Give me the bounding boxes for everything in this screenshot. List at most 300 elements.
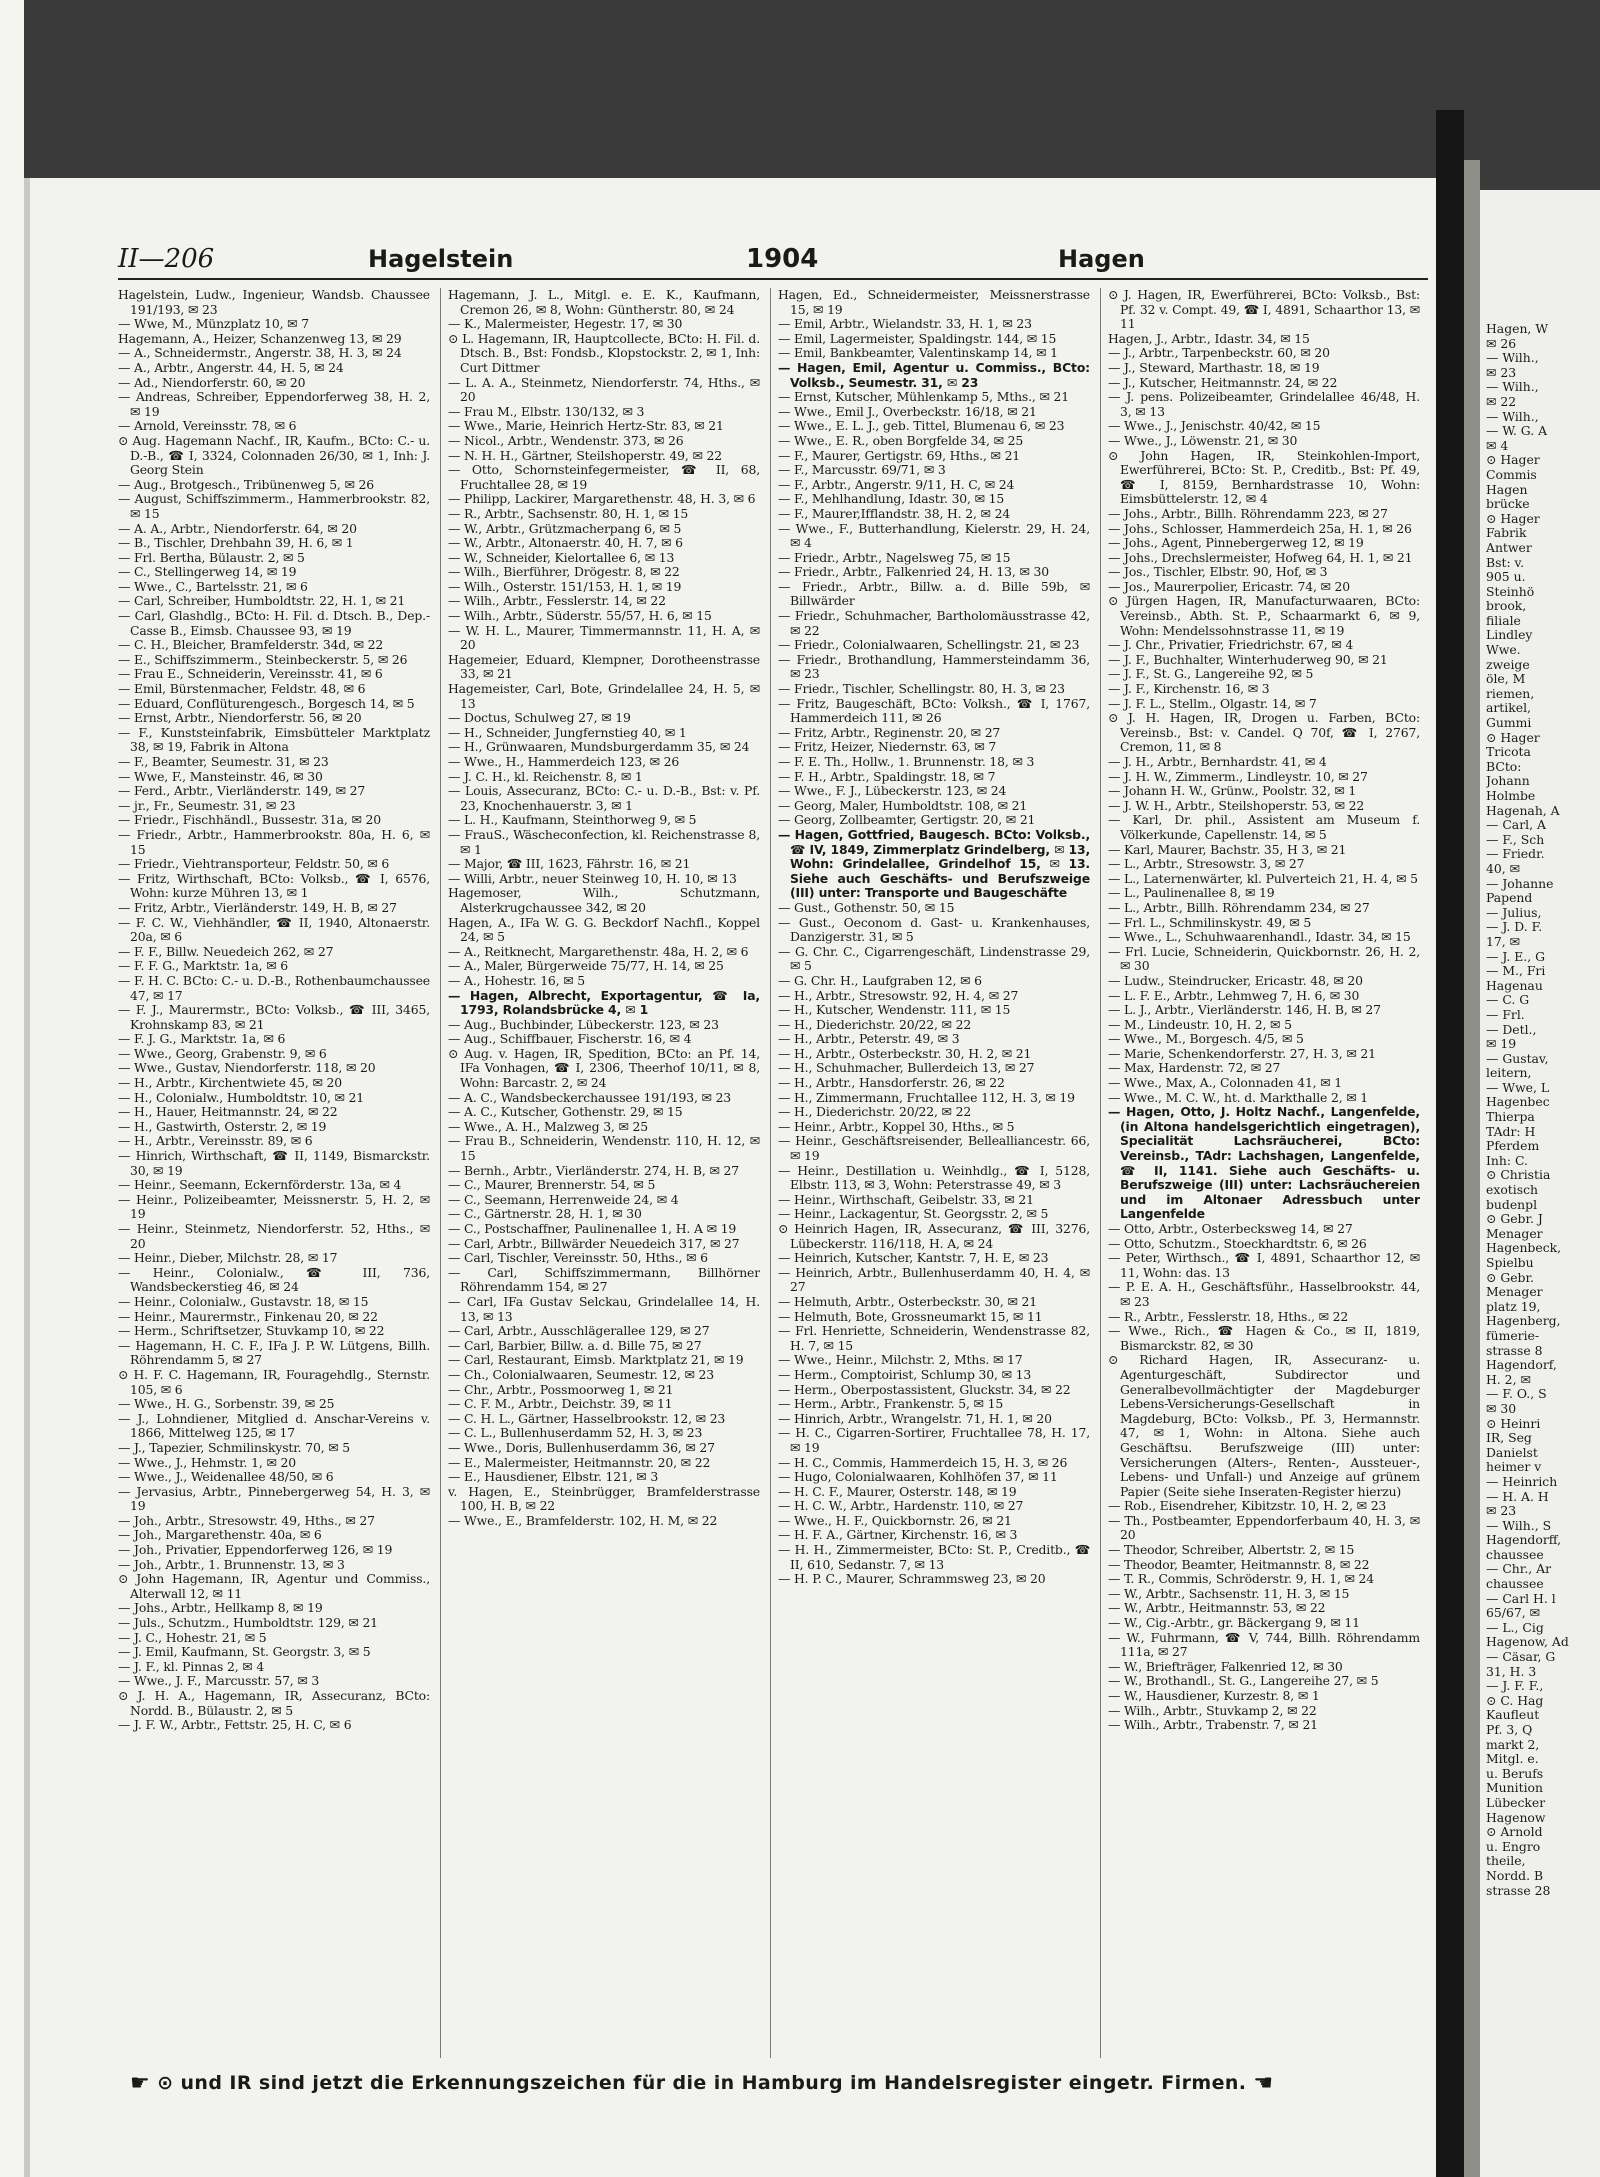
directory-entry: — J., Lohndiener, Mitglied d. Anschar-Vereins v. 1866, Mittelweg 125, ✉ 17 [118, 1410, 430, 1441]
directory-entry: — L. J., Arbtr., Vierländerstr. 146, H. B, ✉ 27 [1108, 1002, 1381, 1018]
directory-entry: — B., Tischler, Drehbahn 39, H. 6, ✉ 1 [118, 535, 354, 551]
facing-page-line: BCto: [1486, 759, 1522, 774]
facing-page-line: 905 u. [1486, 570, 1526, 585]
directory-entry: — H. C., Cigarren-Sortirer, Fruchtallee 78, H. 17, ✉ 19 [778, 1425, 1090, 1455]
facing-page-line: — C. G [1486, 993, 1530, 1008]
directory-entry: — H. C. W., Arbtr., Hardenstr. 110, ✉ 27 [778, 1498, 1024, 1514]
directory-entry: — Marie, Schenkendorferstr. 27, H. 3, ✉ 21 [1108, 1045, 1376, 1061]
facing-page-line: Nordd. B [1486, 1868, 1544, 1883]
directory-entry: — H., Kutscher, Wendenstr. 111, ✉ 15 [778, 1002, 1011, 1018]
directory-entry: — F., Arbtr., Angerstr. 9/11, H. C, ✉ 24 [778, 476, 1015, 492]
facing-page-line: heimer v [1486, 1460, 1542, 1475]
directory-entry: — L. F. E., Arbtr., Lehmweg 7, H. 6, ✉ 30 [1108, 987, 1360, 1003]
facing-page-line: zweige [1486, 657, 1530, 672]
directory-entry: — Wwe., Georg, Grabenstr. 9, ✉ 6 [118, 1045, 327, 1061]
directory-entry: — H., Arbtr., Vereinsstr. 89, ✉ 6 [118, 1133, 313, 1149]
directory-entry: — Willi, Arbtr., neuer Steinweg 10, H. 10, ✉ 13 [448, 870, 737, 886]
directory-entry: ⊙ Aug. Hagemann Nachf., IR, Kaufm., BCto: C.- u. D.-B., ☎ I, 3324, Colonnaden 26/30, ✉ 1, Inh: J. Georg Stein [118, 432, 430, 478]
facing-page-line: leitern, [1486, 1066, 1532, 1081]
directory-entry: — Otto, Arbtr., Osterbecksweg 14, ✉ 27 [1108, 1221, 1353, 1236]
directory-entry: — Major, ☎ III, 1623, Fährstr. 16, ✉ 21 [448, 856, 691, 872]
directory-entry: — Fritz, Wirthschaft, BCto: Volksb., ☎ I, 6576, Wohn: kurze Mühren 13, ✉ 1 [118, 870, 430, 901]
directory-entry: Hagemeier, Eduard, Klempner, Dorotheenstrasse 33, ✉ 21 [448, 651, 760, 682]
directory-entry: — R., Arbtr., Sachsenstr. 80, H. 1, ✉ 15 [448, 505, 689, 521]
directory-entry: — H., Arbtr., Osterbeckstr. 30, H. 2, ✉ 21 [778, 1045, 1032, 1061]
facing-page-lines [1480, 190, 1600, 1898]
directory-entry: — Wwe., F., Butterhandlung, Kielerstr. 29, H. 24, ✉ 4 [778, 520, 1090, 551]
directory-entry: — G. Chr. H., Laufgraben 12, ✉ 6 [778, 972, 982, 988]
facing-page-line: — Gustav, [1486, 1051, 1549, 1066]
directory-entry: — Wwe., Max, A., Colonnaden 41, ✉ 1 [1108, 1075, 1343, 1091]
directory-entry: — J., Arbtr., Tarpenbeckstr. 60, ✉ 20 [1108, 345, 1330, 361]
directory-entry: — Johs., Agent, Pinnebergerweg 12, ✉ 19 [1108, 535, 1364, 551]
directory-entry: — Heinr., Steinmetz, Niendorferstr. 52, Hths., ✉ 20 [118, 1221, 430, 1251]
directory-entry: — Wwe., A. H., Malzweg 3, ✉ 25 [448, 1118, 648, 1134]
directory-entry: — F., Mehlhandlung, Idastr. 30, ✉ 15 [778, 491, 1005, 507]
directory-entry: — Hagemann, H. C. F., IFa J. P. W. Lütgens, Billh. Röhrendamm 5, ✉ 27 [118, 1337, 430, 1368]
directory-entry: — Friedr., Arbtr., Nagelsweg 75, ✉ 15 [778, 549, 1011, 565]
directory-entry: — J. F. L., Stellm., Olgastr. 14, ✉ 7 [1108, 695, 1317, 711]
directory-entry: — J., Steward, Marthastr. 18, ✉ 19 [1108, 359, 1320, 375]
directory-entry: — J. H., Arbtr., Bernhardstr. 41, ✉ 4 [1108, 754, 1327, 769]
facing-page-line: 31, H. 3 [1486, 1664, 1537, 1679]
headword-left: Hagelstein [368, 245, 514, 273]
directory-entry: — Friedr., Arbtr., Hammerbrookstr. 80a, H. 6, ✉ 15 [118, 826, 430, 857]
directory-entry: — Arnold, Vereinsstr. 78, ✉ 6 [118, 418, 297, 434]
facing-page-line: Johann [1486, 774, 1530, 789]
directory-entry: — E., Hausdiener, Elbstr. 121, ✉ 3 [448, 1469, 659, 1485]
directory-entry: — Hagen, Albrecht, Exportagentur, ☎ Ia, 1793, Rolandsbrücke 4, ✉ 1 [448, 987, 760, 1018]
directory-entry: — L., Laternenwärter, kl. Pulverteich 21, H. 4, ✉ 5 [1108, 870, 1418, 886]
headword-right: Hagen [1058, 245, 1145, 273]
directory-entry: — H., Hauer, Heitmannstr. 24, ✉ 22 [118, 1104, 338, 1120]
facing-page-line: Bst: v. [1486, 555, 1525, 570]
facing-page-line: Hagen, W [1486, 322, 1549, 336]
directory-entry: ⊙ Aug. v. Hagen, IR, Spedition, BCto: an Pf. 14, IFa Vonhagen, ☎ I, 2306, Theerhof 10/11, ✉ 8, Wohn: Barcastr. 2, ✉ 24 [448, 1045, 760, 1091]
directory-entry: — Heinr., Wirthschaft, Geibelstr. 33, ✉ 21 [778, 1191, 1034, 1207]
facing-page-line: chaussee [1486, 1547, 1544, 1562]
directory-entry: — Wwe., H., Hammerdeich 123, ✉ 26 [448, 754, 680, 769]
facing-page-line: Menager [1486, 1285, 1543, 1300]
footer-notice [130, 2071, 1420, 2105]
directory-entry: — J. F., kl. Pinnas 2, ✉ 4 [118, 1658, 265, 1674]
directory-entry: — H. H., Zimmermeister, BCto: St. P., Creditb., ☎ II, 610, Sedanstr. 7, ✉ 13 [778, 1542, 1090, 1572]
directory-entry: — H., Arbtr., Stresowstr. 92, H. 4, ✉ 27 [778, 987, 1019, 1003]
directory-entry: — Wwe., E. R., oben Borgfelde 34, ✉ 25 [778, 432, 1024, 448]
directory-entry: — F., Marcusstr. 69/71, ✉ 3 [778, 462, 946, 478]
directory-entry: — E., Malermeister, Heitmannstr. 20, ✉ 22 [448, 1454, 711, 1470]
facing-page-line: — Cäsar, G [1486, 1650, 1556, 1665]
directory-entry: — C. F. M., Arbtr., Deichstr. 39, ✉ 11 [448, 1396, 673, 1412]
directory-entry: — J. F., St. G., Langereihe 92, ✉ 5 [1108, 666, 1314, 682]
facing-page [1480, 190, 1600, 2177]
facing-page-line: — Detl., [1486, 1022, 1537, 1037]
facing-page-line: — M., Fri [1486, 964, 1546, 979]
directory-entry: Hagen, Ed., Schneidermeister, Meissnerstrasse 15, ✉ 19 [778, 288, 1090, 317]
directory-entry: — Wwe, F., Mansteinstr. 46, ✉ 30 [118, 768, 323, 784]
directory-entry: — C., Stellingerweg 14, ✉ 19 [118, 564, 297, 580]
directory-entry: — C., Maurer, Brennerstr. 54, ✉ 5 [448, 1177, 656, 1193]
book-gutter [1436, 110, 1464, 2177]
directory-entry: — H., Schuhmacher, Bullerdeich 13, ✉ 27 [778, 1060, 1035, 1076]
scan-edge-left [0, 0, 24, 2177]
directory-entry: Hagemann, A., Heizer, Schanzenweg 13, ✉ 29 [118, 330, 402, 346]
directory-entry: — Carl, Arbtr., Ausschlägerallee 129, ✉ 27 [448, 1323, 710, 1339]
directory-entry: — H., Grünwaaren, Mundsburgerdamm 35, ✉ 24 [448, 739, 750, 755]
facing-page-line: Danielst [1486, 1445, 1538, 1460]
directory-entry: — W., Fuhrmann, ☎ V, 744, Billh. Röhrendamm 111a, ✉ 27 [1108, 1629, 1420, 1660]
directory-entry: — Frau M., Elbstr. 130/132, ✉ 3 [448, 403, 645, 419]
directory-entry: — L., Paulinenallee 8, ✉ 19 [1108, 885, 1275, 901]
directory-entry: Hagemann, J. L., Mitgl. e. E. K., Kaufmann, Cremon 26, ✉ 8, Wohn: Güntherstr. 80, ✉ 24 [448, 288, 760, 317]
facing-page-line: filiale [1486, 613, 1521, 628]
directory-entry: — Aug., Schiffbauer, Fischerstr. 16, ✉ 4 [448, 1031, 692, 1047]
column-rule [1100, 288, 1101, 2058]
entry-columns [118, 288, 1428, 2058]
facing-page-line: chaussee [1486, 1577, 1544, 1592]
directory-entry: — Wwe., Doris, Bullenhuserdamm 36, ✉ 27 [448, 1439, 715, 1455]
directory-entry: — Chr., Arbtr., Possmoorweg 1, ✉ 21 [448, 1381, 674, 1397]
directory-entry: — Wwe, M., Münzplatz 10, ✉ 7 [118, 316, 309, 332]
directory-entry: — Jos., Maurerpolier, Ericastr. 74, ✉ 20 [1108, 578, 1351, 594]
directory-entry: — H., Schneider, Jungfernstieg 40, ✉ 1 [448, 724, 687, 740]
directory-entry: — Georg, Zollbeamter, Gertigstr. 20, ✉ 21 [778, 812, 1036, 828]
facing-page-line: Wwe. [1486, 643, 1521, 658]
facing-page-line: Tricota [1486, 745, 1531, 760]
directory-entry: — J. F. W., Arbtr., Fettstr. 25, H. C, ✉ 6 [118, 1717, 352, 1733]
directory-entry: — Heinr., Destillation u. Weinhdlg., ☎ I, 5128, Elbstr. 113, ✉ 3, Wohn: Peterstrasse 49, ✉ 3 [778, 1162, 1090, 1193]
facing-page-line: IR, Seg [1486, 1431, 1532, 1446]
directory-entry: — Friedr., Tischler, Schellingstr. 80, H. 3, ✉ 23 [778, 681, 1065, 697]
directory-entry: — Joh., Privatier, Eppendorferweg 126, ✉ 19 [118, 1542, 393, 1558]
facing-page-line: — J. D. F. [1486, 920, 1543, 935]
facing-page-line: Mitgl. e. [1486, 1752, 1539, 1767]
directory-entry: — Doctus, Schulweg 27, ✉ 19 [448, 710, 631, 726]
facing-page-line: H. 2, ✉ [1486, 1372, 1531, 1387]
directory-entry: — Emil, Arbtr., Wielandstr. 33, H. 1, ✉ 23 [778, 316, 1032, 332]
directory-entry: ⊙ Heinrich Hagen, IR, Assecuranz, ☎ III, 3276, Lübeckerstr. 116/118, H. A, ✉ 24 [778, 1221, 1090, 1251]
directory-entry: — Theodor, Beamter, Heitmannstr. 8, ✉ 22 [1108, 1556, 1370, 1572]
directory-entry: — W., Cig.-Arbtr., gr. Bäckergang 9, ✉ 11 [1108, 1615, 1360, 1631]
directory-entry: — Rob., Eisendreher, Kibitzstr. 10, H. 2, ✉ 23 [1108, 1498, 1387, 1514]
directory-entry: — FrauS., Wäscheconfection, kl. Reichenstrasse 8, ✉ 1 [448, 826, 760, 857]
facing-page-line: — Wilh., [1486, 409, 1539, 424]
directory-entry: — R., Arbtr., Fesslerstr. 18, Hths., ✉ 22 [1108, 1308, 1349, 1324]
directory-entry: — F. F., Billw. Neuedeich 262, ✉ 27 [118, 943, 334, 959]
column-rule [440, 288, 441, 2058]
directory-entry: — A., Maler, Bürgerweide 75/77, H. 14, ✉ 25 [448, 958, 724, 974]
directory-entry: — Heinr., Lackagentur, St. Georgsstr. 2, ✉ 5 [778, 1206, 1049, 1222]
directory-entry: — Wwe., M., Borgesch. 4/5, ✉ 5 [1108, 1031, 1304, 1047]
directory-entry: — Wwe., H. F., Quickbornstr. 26, ✉ 21 [778, 1512, 1012, 1528]
directory-entry: — F. F. G., Marktstr. 1a, ✉ 6 [118, 958, 288, 974]
directory-entry: — Johann H. W., Grünw., Poolstr. 32, ✉ 1 [1108, 783, 1357, 799]
directory-entry: v. Hagen, E., Steinbrügger, Bramfelderstrasse 100, H. B, ✉ 22 [448, 1483, 760, 1514]
facing-page-line: ⊙ Christia [1486, 1168, 1551, 1183]
facing-page-line: Inh: C. [1486, 1153, 1528, 1168]
directory-entry: — Wwe., J. F., Marcusstr. 57, ✉ 3 [118, 1673, 320, 1689]
facing-page-line: ⊙ Arnold [1486, 1825, 1543, 1840]
directory-entry: — H., Diederichstr. 20/22, ✉ 22 [778, 1016, 972, 1032]
directory-entry: — W., Arbtr., Sachsenstr. 11, H. 3, ✉ 15 [1108, 1585, 1350, 1601]
directory-entry: — Heinr., Maurermstr., Finkenau 20, ✉ 22 [118, 1308, 378, 1324]
directory-entry: — Wilh., Bierführer, Drögestr. 8, ✉ 22 [448, 564, 680, 580]
directory-entry: — H. C. F., Maurer, Osterstr. 148, ✉ 19 [778, 1483, 1017, 1499]
directory-entry: — Peter, Wirthsch., ☎ I, 4891, Schaarthor 12, ✉ 11, Wohn: das. 13 [1108, 1250, 1420, 1280]
facing-page-line: u. Engro [1486, 1839, 1541, 1854]
facing-page-line: Menager [1486, 1226, 1543, 1241]
directory-entry: — Aug., Buchbinder, Lübeckerstr. 123, ✉ 23 [448, 1016, 719, 1032]
directory-entry: — A. A., Arbtr., Niendorferstr. 64, ✉ 20 [118, 520, 357, 536]
directory-entry: Hagemoser, Wilh., Schutzmann, Alsterkrugchaussee 342, ✉ 20 [448, 885, 760, 915]
directory-entry: — Hinrich, Arbtr., Wrangelstr. 71, H. 1, ✉ 20 [778, 1410, 1052, 1426]
facing-page-line: Pf. 3, Q [1486, 1723, 1533, 1737]
directory-entry: — Wwe., J., Hehmstr. 1, ✉ 20 [118, 1454, 296, 1470]
directory-entry: — Ernst, Kutscher, Mühlenkamp 5, Mths., ✉ 21 [778, 389, 1069, 405]
facing-page-line: Munition [1486, 1781, 1543, 1796]
facing-page-line: — Frl. [1486, 1007, 1525, 1022]
directory-entry: — Frl. L., Schmilinskystr. 49, ✉ 5 [1108, 914, 1312, 930]
directory-entry: Hagen, J., Arbtr., Idastr. 34, ✉ 15 [1108, 330, 1310, 346]
facing-page-line: — F., Sch [1486, 832, 1545, 847]
facing-page-line: brook, [1486, 599, 1527, 614]
facing-page-line: Hagenbec [1486, 1095, 1550, 1110]
pointing-hand-right-icon: ☛ [130, 2071, 151, 2096]
directory-entry: — Carl, Schiffszimmermann, Billhörner Röhrendamm 154, ✉ 27 [448, 1264, 760, 1295]
directory-entry: — Hagen, Gottfried, Baugesch. BCto: Volksb., ☎ IV, 1849, Zimmerplatz Grindelberg, ✉ 13, Wohn: Grindelallee, Grindelhof 15, ✉ 13. Siehe auch Geschäfts- und Berufszweige (III) unter: Transporte und Baugeschäfte [778, 826, 1090, 901]
directory-entry: — Jos., Tischler, Elbstr. 90, Hof, ✉ 3 [1108, 564, 1328, 580]
directory-entry: — Wwe., Gustav, Niendorferstr. 118, ✉ 20 [118, 1060, 376, 1076]
facing-page-line: strasse 28 [1486, 1883, 1551, 1898]
facing-page-line: TAdr: H [1486, 1124, 1536, 1139]
directory-entry: — Johs., Arbtr., Hellkamp 8, ✉ 19 [118, 1600, 323, 1616]
directory-entry: — Aug., Brotgesch., Tribünenweg 5, ✉ 26 [118, 476, 374, 492]
directory-entry: — W., Schneider, Kielortallee 6, ✉ 13 [448, 549, 675, 565]
directory-entry: — W., Briefträger, Falkenried 12, ✉ 30 [1108, 1658, 1343, 1674]
directory-entry: — Ludw., Steindrucker, Ericastr. 48, ✉ 20 [1108, 972, 1363, 988]
directory-entry: — W., Arbtr., Altonaerstr. 40, H. 7, ✉ 6 [448, 535, 683, 551]
directory-entry: — Max, Hardenstr. 72, ✉ 27 [1108, 1060, 1281, 1076]
facing-page-line: theile, [1486, 1854, 1526, 1869]
facing-page-line: — L., Cig [1486, 1620, 1544, 1635]
facing-page-line: brücke [1486, 497, 1530, 512]
directory-entry: — jr., Fr., Seumestr. 31, ✉ 23 [118, 797, 296, 813]
directory-entry: — J. F., Kirchenstr. 16, ✉ 3 [1108, 681, 1270, 697]
directory-entry: — Wwe., F. J., Lübeckerstr. 123, ✉ 24 [778, 783, 1007, 799]
facing-page-line: — Julius, [1486, 905, 1542, 920]
facing-page-line: ✉ 23 [1486, 365, 1517, 380]
directory-entry: ⊙ J. H. A., Hagemann, IR, Assecuranz, BCto: Nordd. B., Bülaustr. 2, ✉ 5 [118, 1688, 430, 1718]
directory-entry: — C. H. L., Gärtner, Hasselbrookstr. 12, ✉ 23 [448, 1410, 726, 1426]
directory-entry: — F. J. G., Marktstr. 1a, ✉ 6 [118, 1031, 286, 1047]
directory-entry: — Wwe., C., Bartelsstr. 21, ✉ 6 [118, 578, 308, 594]
facing-page-line: — Johanne [1486, 876, 1554, 891]
facing-page-line: Hagenow [1486, 1810, 1546, 1825]
facing-page-line: — Heinrich [1486, 1474, 1558, 1489]
directory-entry: — Hugo, Colonialwaaren, Kohlhöfen 37, ✉ 11 [778, 1469, 1058, 1485]
facing-page-line: ✉ 30 [1486, 1401, 1517, 1416]
directory-entry: — Herm., Comptoirist, Schlump 30, ✉ 13 [778, 1366, 1032, 1382]
facing-page-line: markt 2, [1486, 1737, 1540, 1752]
directory-entry: — F. C. W., Viehhändler, ☎ II, 1940, Altonaerstr. 20a, ✉ 6 [118, 914, 430, 945]
directory-entry: — J. F., Buchhalter, Winterhuderweg 90, ✉ 21 [1108, 651, 1388, 667]
facing-page-line: Antwer [1486, 540, 1532, 555]
directory-entry: — Friedr., Schuhmacher, Bartholomäusstrasse 42, ✉ 22 [778, 608, 1090, 638]
directory-entry: — C. L., Bullenhuserdamm 52, H. 3, ✉ 23 [448, 1425, 703, 1441]
facing-page-line: Hagen [1486, 482, 1528, 497]
directory-entry: ⊙ J. H. Hagen, IR, Drogen u. Farben, BCto: Vereinsb., Bst: v. Candel. Q 70f, ☎ I, 2767, Cremon, 11, ✉ 8 [1108, 710, 1420, 755]
directory-entry: — Fritz, Baugeschäft, BCto: Volksh., ☎ I, 1767, Hammerdeich 111, ✉ 26 [778, 695, 1090, 726]
directory-entry: — Joh., Arbtr., 1. Brunnenstr. 13, ✉ 3 [118, 1556, 345, 1572]
facing-page-line: artikel, [1486, 701, 1531, 716]
facing-page-line: — Wilh., [1486, 351, 1539, 366]
directory-entry: — H., Diederichstr. 20/22, ✉ 22 [778, 1104, 972, 1120]
pointing-hand-left-icon: ☚ [1253, 2071, 1274, 2096]
directory-entry: — H. C., Commis, Hammerdeich 15, H. 3, ✉ 26 [778, 1454, 1068, 1470]
page-number: II—206 [118, 244, 215, 274]
directory-entry: — Louis, Assecuranz, BCto: C.- u. D.-B., Bst: v. Pf. 23, Knochenhauerstr. 3, ✉ 1 [448, 783, 760, 813]
directory-entry: — H., Gastwirth, Osterstr. 2, ✉ 19 [118, 1118, 327, 1134]
directory-entry: — Friedr., Arbtr., Billw. a. d. Bille 59b, ✉ Billwärder [778, 578, 1090, 609]
directory-entry: — Wwe., M. C. W., ht. d. Markthalle 2, ✉ 1 [1108, 1089, 1369, 1105]
directory-entry: — Gust., Oeconom d. Gast- u. Krankenhauses, Danzigerstr. 31, ✉ 5 [778, 914, 1090, 945]
directory-entry: — Carl, Barbier, Billw. a. d. Bille 75, ✉ 27 [448, 1337, 702, 1353]
facing-page-line: ✉ 26 [1486, 336, 1517, 351]
directory-entry: — Eduard, Conflüturengesch., Borgesch 14, ✉ 5 [118, 695, 415, 711]
column-2 [448, 288, 760, 2058]
facing-page-line: ⊙ C. Hag [1486, 1693, 1544, 1708]
facing-page-line: budenpl [1486, 1197, 1538, 1212]
facing-page-line: platz 19, [1486, 1299, 1541, 1314]
directory-entry: — Wwe., L., Schuhwaarenhandl., Idastr. 34, ✉ 15 [1108, 929, 1411, 945]
directory-entry: — Carl, Restaurant, Eimsb. Marktplatz 21, ✉ 19 [448, 1352, 744, 1368]
facing-page-line: u. Berufs [1486, 1766, 1544, 1781]
directory-entry: ⊙ L. Hagemann, IR, Hauptcollecte, BCto: H. Fil. d. Dtsch. B., Bst: Fondsb., Klopstockstr. 2, ✉ 1, Inh: Curt Dittmer [448, 330, 760, 375]
directory-entry: — Carl, IFa Gustav Selckau, Grindelallee 14, H. 13, ✉ 13 [448, 1293, 760, 1324]
column-rule [770, 288, 771, 2058]
directory-entry: — C., Gärtnerstr. 28, H. 1, ✉ 30 [448, 1206, 642, 1222]
column-3 [778, 288, 1090, 2058]
facing-page-line: Steinhö [1486, 584, 1535, 599]
directory-entry: — Carl, Glashdlg., BCto: H. Fil. d. Dtsch. B., Dep.-Casse B., Eimsb. Chaussee 93, ✉ 19 [118, 608, 430, 638]
directory-entry: — Philipp, Lackirer, Margarethenstr. 48, H. 3, ✉ 6 [448, 491, 756, 507]
directory-entry: — C. H., Bleicher, Bramfelderstr. 34d, ✉ 22 [118, 637, 384, 653]
directory-entry: — L., Arbtr., Billh. Röhrendamm 234, ✉ 27 [1108, 899, 1370, 915]
directory-entry: — A., Schneidermstr., Angerstr. 38, H. 3, ✉ 24 [118, 345, 402, 361]
directory-entry: Hagen, A., IFa W. G. G. Beckdorf Nachfl., Koppel 24, ✉ 5 [448, 914, 760, 945]
directory-entry: — T. R., Commis, Schröderstr. 9, H. 1, ✉ 24 [1108, 1571, 1375, 1587]
directory-entry: — Wilh., Osterstr. 151/153, H. 1, ✉ 19 [448, 578, 682, 594]
directory-entry: — Joh., Margarethenstr. 40a, ✉ 6 [118, 1527, 322, 1543]
directory-entry: — H., Colonialw., Humboldtstr. 10, ✉ 21 [118, 1089, 365, 1105]
facing-page-line: Thierpa [1486, 1110, 1535, 1125]
facing-page-line: — Friedr. [1486, 847, 1545, 862]
directory-entry: — Wwe., J., Weidenallee 48/50, ✉ 6 [118, 1469, 334, 1485]
facing-page-line: — Wilh., [1486, 380, 1539, 395]
directory-entry: ⊙ H. F. C. Hagemann, IR, Fouragehdlg., Sternstr. 105, ✉ 6 [118, 1366, 430, 1397]
facing-page-line: Gummi [1486, 716, 1532, 731]
facing-page-line: — Carl, A [1486, 818, 1546, 833]
directory-entry: — Friedr., Arbtr., Falkenried 24, H. 13, ✉ 30 [778, 564, 1049, 580]
facing-page-line: ⊙ Gebr. [1486, 1270, 1534, 1285]
facing-page-line: ✉ 22 [1486, 394, 1517, 409]
facing-page-line: 65/67, ✉ [1486, 1606, 1540, 1621]
directory-entry: — Hagen, Emil, Agentur u. Commiss., BCto: Volksb., Seumestr. 31, ✉ 23 [778, 359, 1090, 390]
directory-entry: ⊙ John Hagemann, IR, Agentur und Commiss., Alterwall 12, ✉ 11 [118, 1571, 430, 1601]
directory-entry: ⊙ John Hagen, IR, Steinkohlen-Import, Ewerführerei, BCto: St. P., Creditb., Bst: Pf. 49, ☎ I, 8159, Bernhardstrasse 10, Wohn: Eimsbüttelerstr. 12, ✉ 4 [1108, 447, 1420, 507]
column-1 [118, 288, 430, 2058]
facing-page-line: Hagenau [1486, 978, 1543, 993]
facing-page-line: ⊙ Hager [1486, 511, 1540, 526]
directory-entry: — Friedr., Brothandlung, Hammersteindamm 36, ✉ 23 [778, 651, 1090, 682]
directory-entry: — Jervasius, Arbtr., Pinnebergerweg 54, H. 3, ✉ 19 [118, 1483, 430, 1514]
directory-entry: — H., Zimmermann, Fruchtallee 112, H. 3, ✉ 19 [778, 1089, 1075, 1105]
directory-entry: — Johs., Drechslermeister, Hofweg 64, H. 1, ✉ 21 [1108, 549, 1413, 565]
facing-page-line: Hagendorf, [1486, 1358, 1557, 1373]
directory-entry: — H. P. C., Maurer, Schrammsweg 23, ✉ 20 [778, 1571, 1046, 1587]
directory-entry: — J., Tapezier, Schmilinskystr. 70, ✉ 5 [118, 1439, 351, 1455]
directory-entry: — L. A. A., Steinmetz, Niendorferstr. 74, Hths., ✉ 20 [448, 374, 760, 405]
directory-entry: — H. F. A., Gärtner, Kirchenstr. 16, ✉ 3 [778, 1527, 1018, 1543]
directory-page [24, 178, 1436, 2177]
directory-entry: — J. W. H., Arbtr., Steilshoperstr. 53, ✉ 22 [1108, 797, 1365, 813]
facing-page-line: Pferdem [1486, 1139, 1540, 1154]
directory-entry: — Wwe., E. L. J., geb. Tittel, Blumenau 6, ✉ 23 [778, 418, 1065, 434]
directory-entry: ⊙ Jürgen Hagen, IR, Manufacturwaaren, BCto: Vereinsb., Abth. St. P., Schaarmarkt 6, ✉ 9, Wohn: Mendelssohnstrasse 11, ✉ 19 [1108, 593, 1420, 638]
year: 1904 [746, 244, 819, 274]
facing-page-line: 40, ✉ [1486, 861, 1521, 876]
directory-entry: — Wilh., Arbtr., Fesslerstr. 14, ✉ 22 [448, 593, 666, 609]
directory-entry: — W. H. L., Maurer, Timmermannstr. 11, H. A, ✉ 20 [448, 622, 760, 653]
directory-entry: — Wwe., Rich., ☎ Hagen & Co., ✉ II, 1819, Bismarckstr. 82, ✉ 30 [1108, 1323, 1420, 1353]
facing-page-line: ⊙ Gebr. J [1486, 1212, 1543, 1227]
facing-page-line: ✉ 19 [1486, 1037, 1517, 1052]
directory-entry: — Hinrich, Wirthschaft, ☎ II, 1149, Bismarckstr. 30, ✉ 19 [118, 1148, 430, 1178]
directory-entry: — W., Arbtr., Heitmannstr. 53, ✉ 22 [1108, 1600, 1326, 1616]
directory-entry: — Wwe., J., Löwenstr. 21, ✉ 30 [1108, 432, 1298, 448]
facing-page-line: Papend [1486, 891, 1533, 906]
facing-page-line: — J. E., G [1486, 949, 1545, 964]
directory-entry: — August, Schiffszimmerm., Hammerbrookstr. 82, ✉ 15 [118, 491, 430, 521]
facing-page-line: — Carl H. l [1486, 1591, 1556, 1606]
facing-page-line: Lindley [1486, 628, 1533, 643]
facing-page-line: — H. A. H [1486, 1489, 1549, 1504]
facing-page-line: Fabrik [1486, 526, 1527, 541]
directory-entry: — Theodor, Schreiber, Albertstr. 2, ✉ 15 [1108, 1542, 1355, 1558]
directory-entry: — Ferd., Arbtr., Vierländerstr. 149, ✉ 27 [118, 783, 366, 799]
facing-page-line: Lübecker [1486, 1795, 1546, 1810]
directory-entry: — Gust., Gothenstr. 50, ✉ 15 [778, 899, 955, 915]
directory-entry: — Heinr., Geschäftsreisender, Bellealliancestr. 66, ✉ 19 [778, 1133, 1090, 1164]
book-gutter-edge [1464, 160, 1480, 2177]
directory-entry: — H., Arbtr., Hansdorferstr. 26, ✉ 22 [778, 1075, 1005, 1091]
directory-entry: — F. E. Th., Hollw., 1. Brunnenstr. 18, ✉ 3 [778, 754, 1035, 769]
directory-entry: — W., Hausdiener, Kurzestr. 8, ✉ 1 [1108, 1688, 1320, 1703]
facing-page-line: ✉ 23 [1486, 1504, 1517, 1519]
directory-entry: — Juls., Schutzm., Humboldtstr. 129, ✉ 21 [118, 1615, 378, 1631]
directory-entry: — Heinr., Colonialw., Gustavstr. 18, ✉ 15 [118, 1293, 369, 1309]
directory-entry: — F., Maurer, Gertigstr. 69, Hths., ✉ 21 [778, 447, 1021, 463]
directory-entry: — M., Lindeustr. 10, H. 2, ✉ 5 [1108, 1016, 1292, 1032]
directory-entry: — Carl, Tischler, Vereinsstr. 50, Hths., ✉ 6 [448, 1250, 708, 1266]
directory-entry: — A., Hohestr. 16, ✉ 5 [448, 972, 585, 988]
facing-page-line: ⊙ Hager [1486, 730, 1540, 745]
directory-entry: — F. H. C. BCto: C.- u. D.-B., Rothenbaumchaussee 47, ✉ 17 [118, 972, 430, 1003]
facing-page-line: Hagenberg, [1486, 1314, 1561, 1329]
directory-entry: — Frl. Lucie, Schneiderin, Quickbornstr. 26, H. 2, ✉ 30 [1108, 943, 1420, 974]
directory-entry: — Georg, Maler, Humboldtstr. 108, ✉ 21 [778, 797, 1028, 813]
directory-entry: — Emil, Lagermeister, Spaldingstr. 144, ✉ 15 [778, 330, 1057, 346]
